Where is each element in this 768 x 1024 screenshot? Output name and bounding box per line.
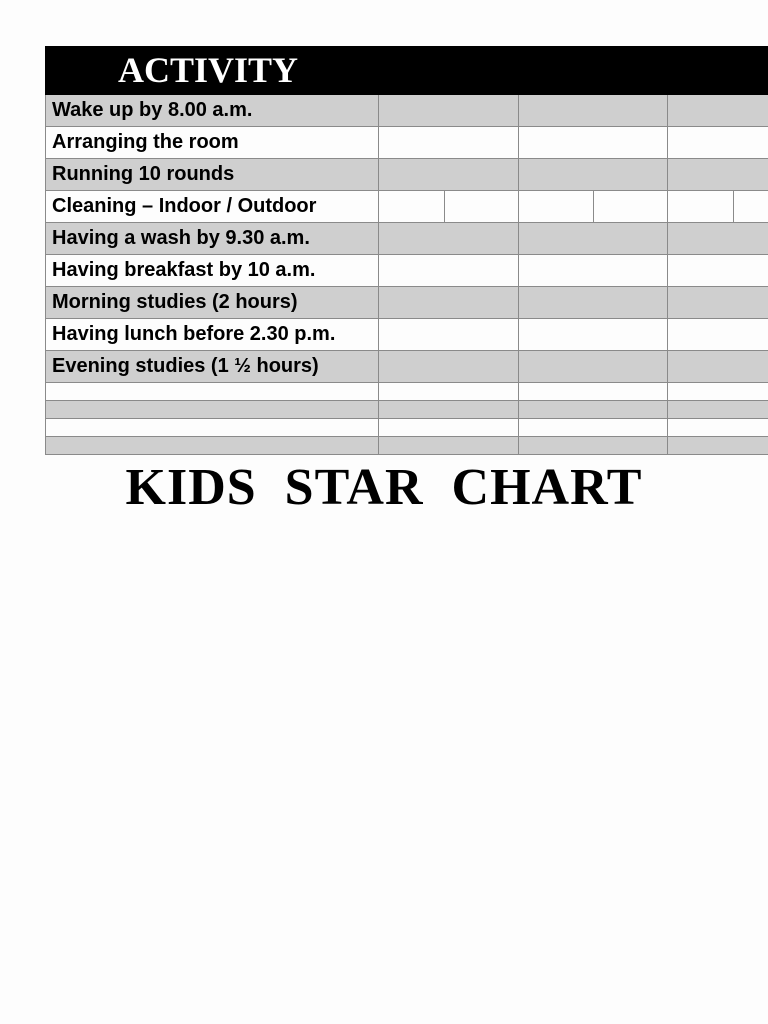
table-header-row [46, 47, 768, 95]
star-cell[interactable] [379, 127, 519, 159]
activity-label: Running 10 rounds [46, 159, 379, 191]
activity-row [46, 127, 768, 159]
blank-row [46, 419, 768, 437]
star-cell[interactable] [379, 351, 519, 383]
activity-label: Having a wash by 9.30 a.m. [46, 223, 379, 255]
outdoor-star-cell[interactable] [445, 191, 518, 222]
activity-label: Having breakfast by 10 a.m. [46, 255, 379, 287]
activity-label: Having lunch before 2.30 p.m. [46, 319, 379, 351]
star-cell[interactable] [519, 223, 668, 255]
activity-header: ACTIVITY [118, 50, 299, 90]
star-cell[interactable] [379, 159, 519, 191]
star-cell[interactable] [519, 351, 668, 383]
activity-label [46, 383, 379, 401]
indoor-star-cell[interactable] [519, 191, 594, 222]
star-cell[interactable] [519, 287, 668, 319]
star-cell[interactable] [379, 95, 519, 127]
split-star-cell [379, 191, 518, 222]
star-cell[interactable] [519, 159, 668, 191]
star-cell[interactable] [519, 255, 668, 287]
blank-row [46, 383, 768, 401]
star-cell[interactable] [668, 287, 768, 319]
star-cell[interactable] [519, 401, 668, 419]
star-cell[interactable] [668, 191, 768, 223]
star-cell[interactable] [379, 223, 519, 255]
page-title: KIDS STAR CHART [125, 459, 643, 516]
activity-row [46, 223, 768, 255]
outdoor-star-cell[interactable] [594, 191, 667, 222]
star-cell[interactable] [668, 437, 768, 455]
star-cell[interactable] [668, 419, 768, 437]
activity-label [46, 437, 379, 455]
star-chart-table [45, 46, 768, 455]
activity-row [46, 95, 768, 127]
blank-row [46, 437, 768, 455]
star-cell[interactable] [668, 127, 768, 159]
activity-row [46, 191, 768, 223]
activity-row [46, 159, 768, 191]
activity-label: Morning studies (2 hours) [46, 287, 379, 319]
star-cell[interactable] [379, 401, 519, 419]
activity-row [46, 351, 768, 383]
star-cell[interactable] [379, 419, 519, 437]
star-cell[interactable] [379, 319, 519, 351]
activity-row [46, 287, 768, 319]
activity-label [46, 401, 379, 419]
activity-label: Cleaning – Indoor / Outdoor [46, 191, 379, 223]
star-cell[interactable] [519, 319, 668, 351]
star-cell[interactable] [379, 437, 519, 455]
star-cell[interactable] [519, 127, 668, 159]
activity-label: Evening studies (1 ½ hours) [46, 351, 379, 383]
star-cell[interactable] [668, 255, 768, 287]
star-cell[interactable] [519, 419, 668, 437]
star-cell[interactable] [519, 95, 668, 127]
star-cell[interactable] [519, 437, 668, 455]
star-cell[interactable] [668, 159, 768, 191]
star-cell[interactable] [668, 223, 768, 255]
activity-label: Arranging the room [46, 127, 379, 159]
indoor-star-cell[interactable] [379, 191, 445, 222]
star-cell[interactable] [379, 255, 519, 287]
star-cell[interactable] [668, 319, 768, 351]
outdoor-star-cell[interactable] [734, 191, 768, 222]
star-cell[interactable] [379, 287, 519, 319]
indoor-star-cell[interactable] [668, 191, 734, 222]
blank-row [46, 401, 768, 419]
header-cell [46, 47, 768, 95]
star-cell[interactable] [379, 383, 519, 401]
star-cell[interactable] [668, 383, 768, 401]
star-cell[interactable] [668, 351, 768, 383]
split-star-cell [668, 191, 768, 222]
star-cell[interactable] [668, 95, 768, 127]
activity-label: Wake up by 8.00 a.m. [46, 95, 379, 127]
activity-row [46, 319, 768, 351]
split-star-cell [519, 191, 667, 222]
star-cell[interactable] [379, 191, 519, 223]
activity-label [46, 419, 379, 437]
star-cell[interactable] [668, 401, 768, 419]
activity-row [46, 255, 768, 287]
star-cell[interactable] [519, 383, 668, 401]
star-cell[interactable] [519, 191, 668, 223]
